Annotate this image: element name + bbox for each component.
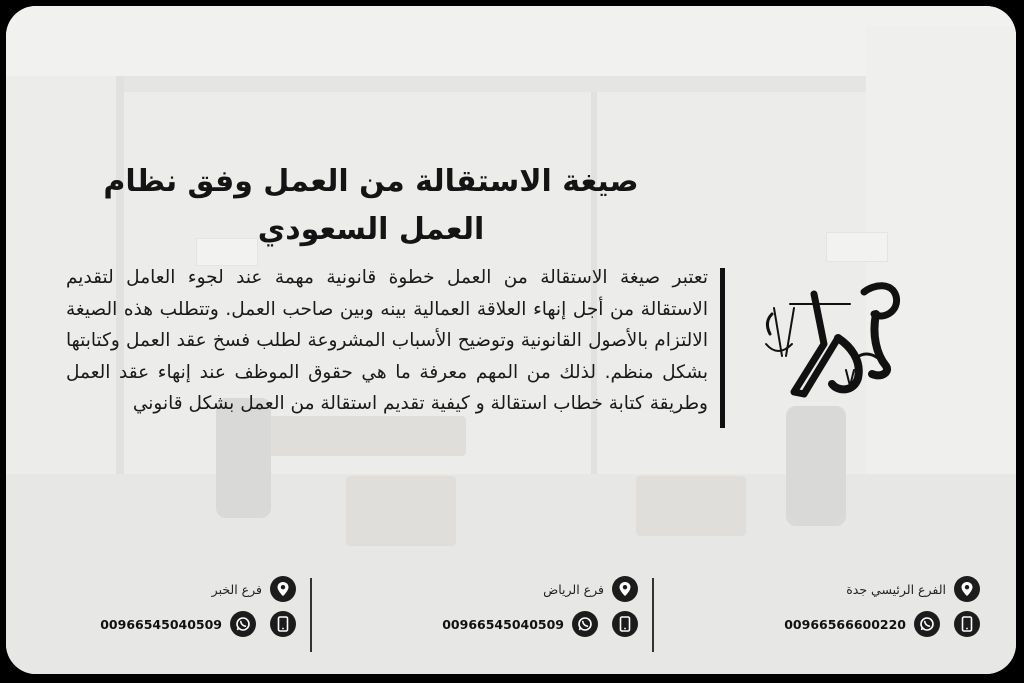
mobile-phone-icon[interactable]: [270, 611, 296, 637]
article-body: تعتبر صيغة الاستقالة من العمل خطوة قانونية مهمة عند لجوء العامل لتقديم الاستقالة من أجل إنهاء العلاقة العمالية بينه وبين صاحب العمل. وتتطلب هذه الصيغة الالتزام بالأصول القانونية وتوضيح الأسباب المشروعة لطلب فسخ عقد العمل وكتابتها بشكل منظم. لذلك من المهم معرفة ما هي حقوق الموظف عند إنهاء عقد العمل وطريقة كتابة خطاب استقالة و كيفية تقديم استقالة من العمل بشكل قانوني: [66, 267, 708, 414]
whatsapp-icon[interactable]: [914, 611, 940, 637]
branch-name: فرع الرياض: [543, 582, 604, 597]
branch-phone[interactable]: 00966545040509: [100, 617, 222, 632]
calligraphy-logo-icon: [754, 274, 904, 404]
whatsapp-icon[interactable]: [572, 611, 598, 637]
branch-divider: [310, 578, 312, 652]
location-pin-icon: [612, 576, 638, 602]
branch-divider: [652, 578, 654, 652]
branch-name: فرع الخبر: [211, 582, 262, 597]
banner-card: [6, 6, 1016, 674]
location-pin-icon: [954, 576, 980, 602]
branch-phone[interactable]: 00966566600220: [784, 617, 906, 632]
location-pin-icon: [270, 576, 296, 602]
mobile-phone-icon[interactable]: [612, 611, 638, 637]
whatsapp-icon[interactable]: [230, 611, 256, 637]
title-divider: [720, 268, 725, 428]
article-title: صيغة الاستقالة من العمل وفق نظام العمل السعودي: [103, 164, 639, 247]
branch-phone[interactable]: 00966545040509: [442, 617, 564, 632]
mobile-phone-icon[interactable]: [954, 611, 980, 637]
branch-name: الفرع الرئيسي جدة: [846, 582, 946, 597]
